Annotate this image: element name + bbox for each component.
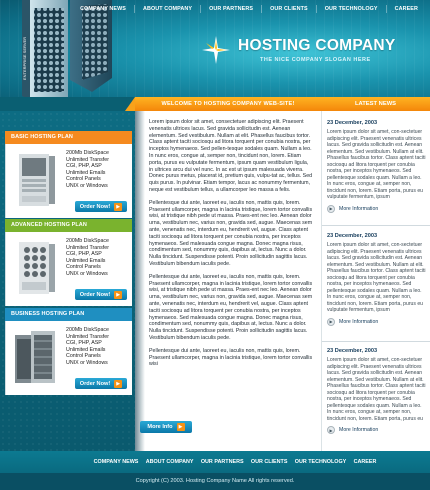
content-paragraph: Pellentesque dui ante, laoreet eu, iaculis non, mattis quis, lorem. Praesent ullamcorper, magna in lacinia tristique, lorem tortor convallis wisi, at tristique nibh pede ut massa. Praes-ent nec leo. Aenean dolor urna, vestibulum nec, varius non, gravida sed, augue. Maecenas sem ante, venenatis nec, interdum eu, hendrerit vel, augue. Class aptent taciti sociosqu ad litora torquent per conubia nostra, per inceptos hymenaeos. Sed malesuada congue magna. Donec magna risus, condimentum sed, nonummy quis, dapibus at, lectus. Nunc a dolor. Nulla tincidunt. Suspendisse potenti. Proin sollicitudin sagittis lacus. Vestibulum bibendum iaculis pede.	[149, 273, 313, 341]
feature-item: Control Panels	[66, 176, 101, 183]
nav-about-company[interactable]: ABOUT COMPANY	[143, 6, 193, 12]
news-item	[327, 120, 427, 213]
order-now-button[interactable]	[75, 289, 127, 300]
company-logo[interactable]	[200, 34, 396, 66]
basic-hosting-plan	[5, 131, 132, 218]
server-tower-image	[13, 152, 59, 208]
more-info-button[interactable]	[140, 421, 192, 433]
welcome-banner: WELCOME TO HOSTING COMPANY WEB-SITE!	[135, 97, 321, 111]
latest-news-column	[321, 111, 430, 451]
plan-title: BASIC HOSTING PLAN	[5, 131, 132, 144]
content-paragraph: Pellentesque dui ante, laoreet eu, iaculis non, mattis quis, lorem. Praesent ullamcorper, magna in lacinia tristique, lorem tortor convallis wisi, at tristique nibh pede ut massa. Praes-ent nec leo. Aenean dolor urna, vestibulum nec, varius non, gravida sed, augue. Maecenas sem ante, venenatis nec, interdum eu, hendrerit vel, augue. Class aptent taciti sociosqu ad litora torquent per conubia nostra, per inceptos hymenaeos. Sed malesuada congue magna. Donec magna risus, condimentum sed, nonummy quis, dapibus at, lectus. Nunc a dolor. Nulla tincidunt. Suspendisse potenti. Proin sollicitudin sagittis lacus. Vestibulum bibendum iaculis pede.	[149, 199, 313, 267]
order-now-button[interactable]	[75, 378, 127, 389]
nav-our-technology[interactable]: OUR TECHNOLOGY	[324, 6, 378, 12]
more-info-label: More Info	[147, 424, 173, 430]
feature-item: Unlimited Emails	[66, 257, 106, 264]
arrow-right-icon: ▶	[177, 423, 185, 431]
play-icon: ▶	[327, 426, 335, 434]
header	[0, 0, 430, 97]
feature-item: Unlimited Transfer	[66, 333, 109, 340]
news-divider	[322, 341, 430, 342]
plan-features	[66, 238, 109, 278]
plan-title: ADVANCED HOSTING PLAN	[5, 219, 132, 232]
news-divider	[322, 225, 430, 226]
play-icon: ▶	[327, 205, 335, 213]
plan-features	[66, 150, 109, 190]
plan-body	[5, 232, 132, 306]
advanced-hosting-plan	[5, 219, 132, 306]
nav-career[interactable]: CAREER	[394, 6, 418, 12]
feature-item: 200Mb DiskSpace	[66, 238, 109, 244]
plan-body	[5, 144, 132, 218]
nav-our-partners[interactable]: OUR PARTNERS	[209, 6, 254, 12]
more-information-link[interactable]	[327, 318, 427, 326]
news-text: Lorem ipsum dolor sit amet, con-sectetuer adipiscing elit. Praesent venenatis ultrices lacus. Sed gravida sollicitudin est. Aenean elementum. Sed vestibulum. Nullam at elit. Phasellus faucibus tortor. Class aptent taciti sociosqu ad litora torquent per conubia nostra, per inceptos hymenaeos. Sed pellentesque sodales quam. Nullam a leo. In nunc eros, congue at, semper non, tincidunt non, lorem. Etiam porta, purus eu vulputate fermentum, ipsum	[327, 129, 426, 200]
feature-item: UNIX or Windows	[66, 182, 108, 189]
business-hosting-plan	[5, 308, 132, 395]
top-navigation	[72, 0, 430, 18]
feature-item: 200Mb DiskSpace	[66, 327, 109, 333]
news-date: 23 December, 2003	[327, 120, 378, 126]
news-item	[327, 233, 427, 326]
feature-item: UNIX or Windows	[66, 359, 108, 366]
more-information-label: More Information	[339, 318, 379, 325]
footer-nav-our-partners[interactable]: OUR PARTNERS	[200, 459, 244, 465]
news-date: 23 December, 2003	[327, 348, 378, 354]
content-paragraph: Lorem ipsum dolor sit amet, consectetuer adipiscing elit. Praesent venenatis ultrices lacus. Sed gravida sollicitudin est. Aenean elementum. Sed vestibulum. Nullam at elit. Phasellus faucibus tortor. Class aptent taciti sociosqu ad litora torquent per conubia nostra, per inceptos hymenaeos. Sed pellen-tesque sodales quam. Nullam a leo. In nunc eros, congue at, semper non, tincidunt non, lorem. Etiam porta, purus eu vulputate fermentum, ipsum quam vestibulum ligula, in ultrices arcu dui vel nunc. In ac est ut ipsum malesuada viverra. Donec purus metus, placerat id, pretium quis, vulpu-tat ac, tellus. Sed quis purus. In pulvinar. Etiam tempor, lacus ac nonummy fermentum, neque est vestibulum tellus, a ullamcorper leo massa a felis.	[149, 119, 313, 193]
feature-item: 200Mb DiskSpace	[66, 150, 109, 156]
nav-our-clients[interactable]: OUR CLIENTS	[270, 6, 308, 12]
news-date: 23 December, 2003	[327, 233, 378, 239]
footer-nav-our-technology[interactable]: OUR TECHNOLOGY	[294, 459, 347, 465]
news-item	[327, 348, 427, 434]
hosting-plans-sidebar	[0, 111, 135, 451]
feature-item: Unlimited Transfer	[66, 156, 109, 163]
order-button-label: Order Now!	[79, 203, 111, 210]
news-text: Lorem ipsum dolor sit amet, con-sectetuer adipiscing elit. Praesent venenatis ultrices lacus. Sed gravida sollicitudin est. Aenean elementum. Sed vestibulum. Nullam at elit. Phasellus faucibus tortor. Class aptent taciti sociosqu ad litora torquent per conubia nostra, per inceptos hymenaeos. Sed pellentesque sodales quam. Nullam a leo. In nunc eros, congue at, semper non, tincidunt non, lorem. Etiam porta, purus eu vulputate fermentum, ipsum	[327, 242, 426, 313]
feature-item: Unlimited Transfer	[66, 244, 109, 251]
footer-navigation	[0, 451, 430, 473]
more-information-link[interactable]	[327, 205, 427, 213]
server-rack-image	[13, 329, 59, 385]
footer-nav-career[interactable]: CAREER	[353, 459, 377, 465]
main-content	[135, 111, 321, 451]
server-tower-image	[13, 240, 59, 296]
latest-news-header: LATEST NEWS	[321, 97, 430, 111]
plan-title: BUSINESS HOSTING PLAN	[5, 308, 132, 321]
feature-item: Control Panels	[66, 264, 101, 271]
content-paragraph: Pellentesque dui ante, laoreet eu, iaculis non, mattis quis, lorem. Praesent ullamcorper, magna in lacinia tristique, lorem tortor convallis wisi	[149, 347, 313, 368]
arrow-right-icon: ▶	[114, 291, 122, 299]
svg-text:ENTERPRISE SERVER: ENTERPRISE SERVER	[22, 36, 27, 80]
play-icon: ▶	[327, 318, 335, 326]
feature-item: Unlimited Emails	[66, 169, 106, 176]
arrow-right-icon: ▶	[114, 203, 122, 211]
news-text: Lorem ipsum dolor sit amet, con-sectetuer adipiscing elit. Praesent venenatis ultrices lacus. Sed gravida sollicitudin est. Aenean elementum. Sed vestibulum. Nullam at elit. Phasellus faucibus tortor. Class aptent taciti sociosqu ad litora torquent per conubia nostra, per inceptos hymenaeos. Sed pellentesque sodales quam. Nullam a leo. In nunc eros, congue at, semper non, tincidunt non, lorem. Etiam porta, purus eu	[327, 357, 426, 422]
more-information-label: More Information	[339, 427, 379, 433]
feature-item: Control Panels	[66, 353, 101, 360]
order-now-button[interactable]	[75, 201, 127, 212]
company-title: HOSTING COMPANY	[238, 37, 396, 54]
footer-nav-about-company[interactable]: ABOUT COMPANY	[145, 459, 194, 465]
copyright-text: Copyright (C) 2003. Hosting Company Name All rights reserved.	[0, 473, 430, 490]
feature-item: CGI, PHP, ASP	[66, 163, 102, 170]
feature-item: Unlimited Emails	[66, 346, 106, 353]
arrow-right-icon: ▶	[114, 380, 122, 388]
nav-company-news[interactable]: COMPANY NEWS	[80, 6, 126, 12]
company-slogan: THE NICE COMPANY SLOGAN HERE	[260, 57, 371, 63]
order-button-label: Order Now!	[79, 380, 111, 387]
plan-body	[5, 321, 132, 395]
order-button-label: Order Now!	[79, 291, 111, 298]
more-information-link[interactable]	[327, 426, 427, 434]
more-information-label: More Information	[339, 205, 379, 212]
footer-nav-company-news[interactable]: COMPANY NEWS	[93, 459, 139, 465]
feature-item: CGI, PHP, ASP	[66, 251, 102, 258]
footer-nav-our-clients[interactable]: OUR CLIENTS	[250, 459, 288, 465]
star-logo-icon	[200, 34, 232, 66]
feature-item: CGI, PHP, ASP	[66, 340, 102, 347]
feature-item: UNIX or Windows	[66, 270, 108, 277]
plan-features	[66, 327, 109, 367]
